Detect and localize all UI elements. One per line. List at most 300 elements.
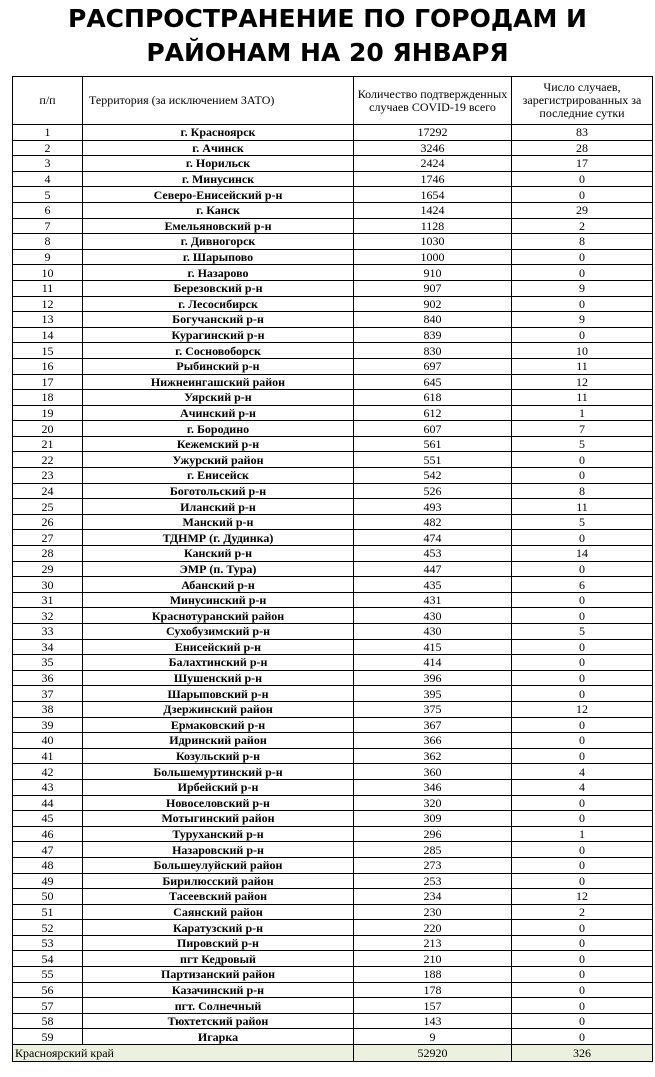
row-confirmed: 395 bbox=[354, 686, 512, 702]
row-territory: пгт. Солнечный bbox=[83, 998, 354, 1014]
row-confirmed: 366 bbox=[354, 733, 512, 749]
row-daily: 12 bbox=[512, 374, 653, 390]
row-daily: 2 bbox=[512, 904, 653, 920]
row-daily: 9 bbox=[512, 312, 653, 328]
row-number: 7 bbox=[13, 218, 83, 234]
row-territory: Богучанский р-н bbox=[83, 312, 354, 328]
row-daily: 11 bbox=[512, 358, 653, 374]
row-daily: 0 bbox=[512, 265, 653, 281]
row-confirmed: 542 bbox=[354, 468, 512, 484]
title-line-1: РАСПРОСТРАНЕНИЕ ПО ГОРОДАМ И bbox=[68, 4, 587, 33]
row-number: 25 bbox=[13, 499, 83, 515]
row-confirmed: 178 bbox=[354, 982, 512, 998]
header-daily: Число случаев, зарегистрированных за последние сутки bbox=[512, 77, 653, 125]
table-row bbox=[13, 857, 653, 873]
row-number: 12 bbox=[13, 296, 83, 312]
row-territory: г. Бородино bbox=[83, 421, 354, 437]
row-territory: Козульский р-н bbox=[83, 748, 354, 764]
row-territory: Боготольский р-н bbox=[83, 483, 354, 499]
table-row bbox=[13, 452, 653, 468]
row-confirmed: 367 bbox=[354, 717, 512, 733]
row-territory: Тасеевский район bbox=[83, 889, 354, 905]
row-confirmed: 360 bbox=[354, 764, 512, 780]
row-confirmed: 493 bbox=[354, 499, 512, 515]
row-confirmed: 618 bbox=[354, 390, 512, 406]
table-row bbox=[13, 733, 653, 749]
table-row bbox=[13, 358, 653, 374]
row-daily: 0 bbox=[512, 920, 653, 936]
row-daily: 0 bbox=[512, 842, 653, 858]
row-territory: Балахтинский р-н bbox=[83, 655, 354, 671]
row-territory: Емельяновский р-н bbox=[83, 218, 354, 234]
row-territory: Кежемский р-н bbox=[83, 436, 354, 452]
row-territory: г. Минусинск bbox=[83, 171, 354, 187]
table-row bbox=[13, 608, 653, 624]
row-territory: Шарыповский р-н bbox=[83, 686, 354, 702]
row-territory: Березовский р-н bbox=[83, 280, 354, 296]
table-row bbox=[13, 1029, 653, 1045]
header-confirmed: Количество подтвержденных случаев COVID-19 всего bbox=[354, 77, 512, 125]
row-territory: Абанский р-н bbox=[83, 577, 354, 593]
row-number: 51 bbox=[13, 904, 83, 920]
row-territory: Партизанский район bbox=[83, 967, 354, 983]
row-daily: 12 bbox=[512, 701, 653, 717]
table-row bbox=[13, 171, 653, 187]
table-row bbox=[13, 530, 653, 546]
row-number: 54 bbox=[13, 951, 83, 967]
row-confirmed: 607 bbox=[354, 421, 512, 437]
table-row bbox=[13, 982, 653, 998]
row-number: 32 bbox=[13, 608, 83, 624]
row-territory: Дзержинский район bbox=[83, 701, 354, 717]
table-row bbox=[13, 655, 653, 671]
row-daily: 0 bbox=[512, 733, 653, 749]
row-confirmed: 346 bbox=[354, 779, 512, 795]
row-confirmed: 551 bbox=[354, 452, 512, 468]
row-confirmed: 188 bbox=[354, 967, 512, 983]
row-territory: Сухобузимский р-н bbox=[83, 624, 354, 640]
row-number: 34 bbox=[13, 639, 83, 655]
row-daily: 0 bbox=[512, 171, 653, 187]
row-daily: 4 bbox=[512, 779, 653, 795]
total-region-name: Красноярский край bbox=[13, 1045, 354, 1062]
table-row bbox=[13, 390, 653, 406]
table-row bbox=[13, 436, 653, 452]
row-territory: Саянский район bbox=[83, 904, 354, 920]
row-daily: 0 bbox=[512, 249, 653, 265]
row-confirmed: 430 bbox=[354, 624, 512, 640]
row-daily: 0 bbox=[512, 1013, 653, 1029]
table-row bbox=[13, 265, 653, 281]
table-row bbox=[13, 842, 653, 858]
row-confirmed: 415 bbox=[354, 639, 512, 655]
table-row bbox=[13, 826, 653, 842]
total-confirmed: 52920 bbox=[354, 1045, 512, 1062]
row-number: 1 bbox=[13, 125, 83, 141]
row-number: 30 bbox=[13, 577, 83, 593]
row-confirmed: 1424 bbox=[354, 202, 512, 218]
row-daily: 6 bbox=[512, 577, 653, 593]
table-row bbox=[13, 343, 653, 359]
row-daily: 1 bbox=[512, 405, 653, 421]
row-confirmed: 309 bbox=[354, 811, 512, 827]
row-daily: 0 bbox=[512, 967, 653, 983]
row-number: 52 bbox=[13, 920, 83, 936]
row-number: 15 bbox=[13, 343, 83, 359]
row-confirmed: 273 bbox=[354, 857, 512, 873]
row-number: 11 bbox=[13, 280, 83, 296]
table-row bbox=[13, 670, 653, 686]
row-number: 17 bbox=[13, 374, 83, 390]
covid-cases-table bbox=[12, 76, 653, 1062]
row-daily: 0 bbox=[512, 327, 653, 343]
table-row bbox=[13, 998, 653, 1014]
row-number: 41 bbox=[13, 748, 83, 764]
row-territory: Каратузский р-н bbox=[83, 920, 354, 936]
row-confirmed: 9 bbox=[354, 1029, 512, 1045]
table-row bbox=[13, 280, 653, 296]
table-row bbox=[13, 779, 653, 795]
row-confirmed: 213 bbox=[354, 935, 512, 951]
row-confirmed: 285 bbox=[354, 842, 512, 858]
row-daily: 0 bbox=[512, 951, 653, 967]
table-row bbox=[13, 374, 653, 390]
table-row bbox=[13, 561, 653, 577]
row-number: 55 bbox=[13, 967, 83, 983]
row-daily: 12 bbox=[512, 889, 653, 905]
row-number: 4 bbox=[13, 171, 83, 187]
row-territory: Минусинский р-н bbox=[83, 592, 354, 608]
row-number: 44 bbox=[13, 795, 83, 811]
row-daily: 0 bbox=[512, 561, 653, 577]
row-confirmed: 396 bbox=[354, 670, 512, 686]
row-daily: 0 bbox=[512, 655, 653, 671]
row-daily: 5 bbox=[512, 436, 653, 452]
row-territory: г. Канск bbox=[83, 202, 354, 218]
row-daily: 29 bbox=[512, 202, 653, 218]
table-row bbox=[13, 717, 653, 733]
row-number: 57 bbox=[13, 998, 83, 1014]
row-daily: 0 bbox=[512, 670, 653, 686]
row-confirmed: 561 bbox=[354, 436, 512, 452]
row-number: 48 bbox=[13, 857, 83, 873]
row-confirmed: 375 bbox=[354, 701, 512, 717]
row-daily: 14 bbox=[512, 546, 653, 562]
row-number: 23 bbox=[13, 468, 83, 484]
row-daily: 0 bbox=[512, 452, 653, 468]
table-row bbox=[13, 327, 653, 343]
row-territory: ЭМР (п. Тура) bbox=[83, 561, 354, 577]
row-daily: 1 bbox=[512, 826, 653, 842]
row-territory: Игарка bbox=[83, 1029, 354, 1045]
row-confirmed: 447 bbox=[354, 561, 512, 577]
row-confirmed: 1030 bbox=[354, 234, 512, 250]
row-confirmed: 840 bbox=[354, 312, 512, 328]
row-confirmed: 220 bbox=[354, 920, 512, 936]
row-confirmed: 482 bbox=[354, 514, 512, 530]
row-territory: Идринский район bbox=[83, 733, 354, 749]
row-territory: г. Назарово bbox=[83, 265, 354, 281]
row-daily: 8 bbox=[512, 234, 653, 250]
row-daily: 9 bbox=[512, 280, 653, 296]
row-number: 37 bbox=[13, 686, 83, 702]
row-daily: 0 bbox=[512, 187, 653, 203]
row-number: 39 bbox=[13, 717, 83, 733]
row-number: 56 bbox=[13, 982, 83, 998]
row-confirmed: 430 bbox=[354, 608, 512, 624]
table-row bbox=[13, 764, 653, 780]
row-number: 18 bbox=[13, 390, 83, 406]
row-territory: г. Норильск bbox=[83, 156, 354, 172]
row-daily: 0 bbox=[512, 873, 653, 889]
row-number: 14 bbox=[13, 327, 83, 343]
table-row bbox=[13, 577, 653, 593]
row-number: 24 bbox=[13, 483, 83, 499]
row-confirmed: 320 bbox=[354, 795, 512, 811]
row-number: 46 bbox=[13, 826, 83, 842]
row-confirmed: 210 bbox=[354, 951, 512, 967]
row-daily: 10 bbox=[512, 343, 653, 359]
table-row bbox=[13, 312, 653, 328]
row-number: 35 bbox=[13, 655, 83, 671]
row-number: 9 bbox=[13, 249, 83, 265]
row-number: 40 bbox=[13, 733, 83, 749]
row-number: 53 bbox=[13, 935, 83, 951]
row-daily: 0 bbox=[512, 608, 653, 624]
table-header-row bbox=[13, 77, 653, 125]
row-confirmed: 1746 bbox=[354, 171, 512, 187]
total-daily: 326 bbox=[512, 1045, 653, 1062]
table-row bbox=[13, 499, 653, 515]
row-territory: Мотыгинский район bbox=[83, 811, 354, 827]
row-number: 13 bbox=[13, 312, 83, 328]
table-row bbox=[13, 873, 653, 889]
table-row bbox=[13, 421, 653, 437]
row-territory: Северо-Енисейский р-н bbox=[83, 187, 354, 203]
table-row bbox=[13, 468, 653, 484]
row-number: 36 bbox=[13, 670, 83, 686]
table-row bbox=[13, 592, 653, 608]
row-confirmed: 1128 bbox=[354, 218, 512, 234]
row-daily: 2 bbox=[512, 218, 653, 234]
row-number: 45 bbox=[13, 811, 83, 827]
row-territory: Курагинский р-н bbox=[83, 327, 354, 343]
row-number: 20 bbox=[13, 421, 83, 437]
row-territory: Уярский р-н bbox=[83, 390, 354, 406]
table-row bbox=[13, 202, 653, 218]
table-row bbox=[13, 187, 653, 203]
row-territory: пгт Кедровый bbox=[83, 951, 354, 967]
row-daily: 0 bbox=[512, 639, 653, 655]
table-row bbox=[13, 686, 653, 702]
row-confirmed: 435 bbox=[354, 577, 512, 593]
row-daily: 5 bbox=[512, 624, 653, 640]
table-row bbox=[13, 748, 653, 764]
total-row bbox=[13, 1045, 653, 1062]
row-daily: 0 bbox=[512, 468, 653, 484]
table-row bbox=[13, 951, 653, 967]
row-number: 27 bbox=[13, 530, 83, 546]
row-number: 26 bbox=[13, 514, 83, 530]
row-number: 5 bbox=[13, 187, 83, 203]
row-territory: ТДНМР (г. Дудинка) bbox=[83, 530, 354, 546]
row-daily: 11 bbox=[512, 390, 653, 406]
row-territory: Назаровский р-н bbox=[83, 842, 354, 858]
row-territory: г. Шарыпово bbox=[83, 249, 354, 265]
table-row bbox=[13, 624, 653, 640]
row-daily: 7 bbox=[512, 421, 653, 437]
row-daily: 0 bbox=[512, 935, 653, 951]
row-territory: Ермаковский р-н bbox=[83, 717, 354, 733]
row-territory: Новоселовский р-н bbox=[83, 795, 354, 811]
table-row bbox=[13, 218, 653, 234]
row-territory: Казачинский р-н bbox=[83, 982, 354, 998]
row-territory: г. Сосновоборск bbox=[83, 343, 354, 359]
row-territory: г. Енисейск bbox=[83, 468, 354, 484]
row-number: 3 bbox=[13, 156, 83, 172]
row-number: 10 bbox=[13, 265, 83, 281]
row-territory: Пировский р-н bbox=[83, 935, 354, 951]
row-territory: Нижнеингашский район bbox=[83, 374, 354, 390]
row-daily: 0 bbox=[512, 1029, 653, 1045]
row-territory: Бирилюсский район bbox=[83, 873, 354, 889]
table-row bbox=[13, 156, 653, 172]
row-confirmed: 2424 bbox=[354, 156, 512, 172]
row-confirmed: 612 bbox=[354, 405, 512, 421]
table-row bbox=[13, 967, 653, 983]
row-confirmed: 253 bbox=[354, 873, 512, 889]
row-confirmed: 1654 bbox=[354, 187, 512, 203]
table-row bbox=[13, 811, 653, 827]
table-row bbox=[13, 405, 653, 421]
header-territory: Территория (за исключением ЗАТО) bbox=[83, 77, 354, 125]
row-territory: г. Красноярск bbox=[83, 125, 354, 141]
row-territory: Тюхтетский район bbox=[83, 1013, 354, 1029]
page-title bbox=[0, 2, 655, 70]
row-confirmed: 234 bbox=[354, 889, 512, 905]
row-daily: 11 bbox=[512, 499, 653, 515]
table-row bbox=[13, 483, 653, 499]
row-number: 21 bbox=[13, 436, 83, 452]
row-number: 8 bbox=[13, 234, 83, 250]
row-confirmed: 697 bbox=[354, 358, 512, 374]
row-territory: Большемуртинский р-н bbox=[83, 764, 354, 780]
row-territory: Канский р-н bbox=[83, 546, 354, 562]
row-daily: 0 bbox=[512, 811, 653, 827]
row-number: 19 bbox=[13, 405, 83, 421]
row-confirmed: 414 bbox=[354, 655, 512, 671]
row-number: 38 bbox=[13, 701, 83, 717]
row-confirmed: 143 bbox=[354, 1013, 512, 1029]
row-confirmed: 453 bbox=[354, 546, 512, 562]
row-confirmed: 474 bbox=[354, 530, 512, 546]
row-daily: 0 bbox=[512, 748, 653, 764]
table-row bbox=[13, 639, 653, 655]
row-daily: 28 bbox=[512, 140, 653, 156]
row-confirmed: 910 bbox=[354, 265, 512, 281]
row-territory: Ирбейский р-н bbox=[83, 779, 354, 795]
row-territory: Большеулуйский район bbox=[83, 857, 354, 873]
row-confirmed: 902 bbox=[354, 296, 512, 312]
row-territory: Иланский р-н bbox=[83, 499, 354, 515]
row-territory: Манский р-н bbox=[83, 514, 354, 530]
row-territory: Рыбинский р-н bbox=[83, 358, 354, 374]
row-territory: Енисейский р-н bbox=[83, 639, 354, 655]
row-number: 22 bbox=[13, 452, 83, 468]
row-number: 2 bbox=[13, 140, 83, 156]
table-row bbox=[13, 935, 653, 951]
row-daily: 0 bbox=[512, 857, 653, 873]
table-row bbox=[13, 514, 653, 530]
row-daily: 5 bbox=[512, 514, 653, 530]
table-row bbox=[13, 140, 653, 156]
row-number: 47 bbox=[13, 842, 83, 858]
row-number: 43 bbox=[13, 779, 83, 795]
row-confirmed: 296 bbox=[354, 826, 512, 842]
row-territory: Ачинский р-н bbox=[83, 405, 354, 421]
row-daily: 0 bbox=[512, 296, 653, 312]
row-number: 50 bbox=[13, 889, 83, 905]
row-confirmed: 907 bbox=[354, 280, 512, 296]
row-daily: 0 bbox=[512, 982, 653, 998]
row-territory: г. Ачинск bbox=[83, 140, 354, 156]
table-row bbox=[13, 249, 653, 265]
row-daily: 0 bbox=[512, 998, 653, 1014]
row-number: 42 bbox=[13, 764, 83, 780]
row-daily: 0 bbox=[512, 592, 653, 608]
row-daily: 0 bbox=[512, 686, 653, 702]
row-number: 33 bbox=[13, 624, 83, 640]
table-row bbox=[13, 889, 653, 905]
row-confirmed: 3246 bbox=[354, 140, 512, 156]
row-number: 6 bbox=[13, 202, 83, 218]
row-daily: 17 bbox=[512, 156, 653, 172]
table-row bbox=[13, 296, 653, 312]
row-confirmed: 230 bbox=[354, 904, 512, 920]
row-number: 28 bbox=[13, 546, 83, 562]
row-territory: Шушенский р-н bbox=[83, 670, 354, 686]
row-confirmed: 830 bbox=[354, 343, 512, 359]
row-territory: Краснотуранский район bbox=[83, 608, 354, 624]
row-daily: 0 bbox=[512, 717, 653, 733]
row-number: 31 bbox=[13, 592, 83, 608]
table-row bbox=[13, 546, 653, 562]
table-row bbox=[13, 701, 653, 717]
table-row bbox=[13, 795, 653, 811]
table-row bbox=[13, 125, 653, 141]
row-confirmed: 17292 bbox=[354, 125, 512, 141]
row-number: 59 bbox=[13, 1029, 83, 1045]
row-confirmed: 526 bbox=[354, 483, 512, 499]
table-body bbox=[13, 125, 653, 1045]
row-number: 49 bbox=[13, 873, 83, 889]
row-territory: г. Дивногорск bbox=[83, 234, 354, 250]
row-daily: 4 bbox=[512, 764, 653, 780]
table-row bbox=[13, 234, 653, 250]
row-territory: Туруханский р-н bbox=[83, 826, 354, 842]
row-confirmed: 157 bbox=[354, 998, 512, 1014]
row-number: 29 bbox=[13, 561, 83, 577]
row-territory: Ужурский район bbox=[83, 452, 354, 468]
row-confirmed: 839 bbox=[354, 327, 512, 343]
row-number: 16 bbox=[13, 358, 83, 374]
row-confirmed: 362 bbox=[354, 748, 512, 764]
table-row bbox=[13, 920, 653, 936]
row-confirmed: 645 bbox=[354, 374, 512, 390]
row-daily: 83 bbox=[512, 125, 653, 141]
row-territory: г. Лесосибирск bbox=[83, 296, 354, 312]
row-number: 58 bbox=[13, 1013, 83, 1029]
